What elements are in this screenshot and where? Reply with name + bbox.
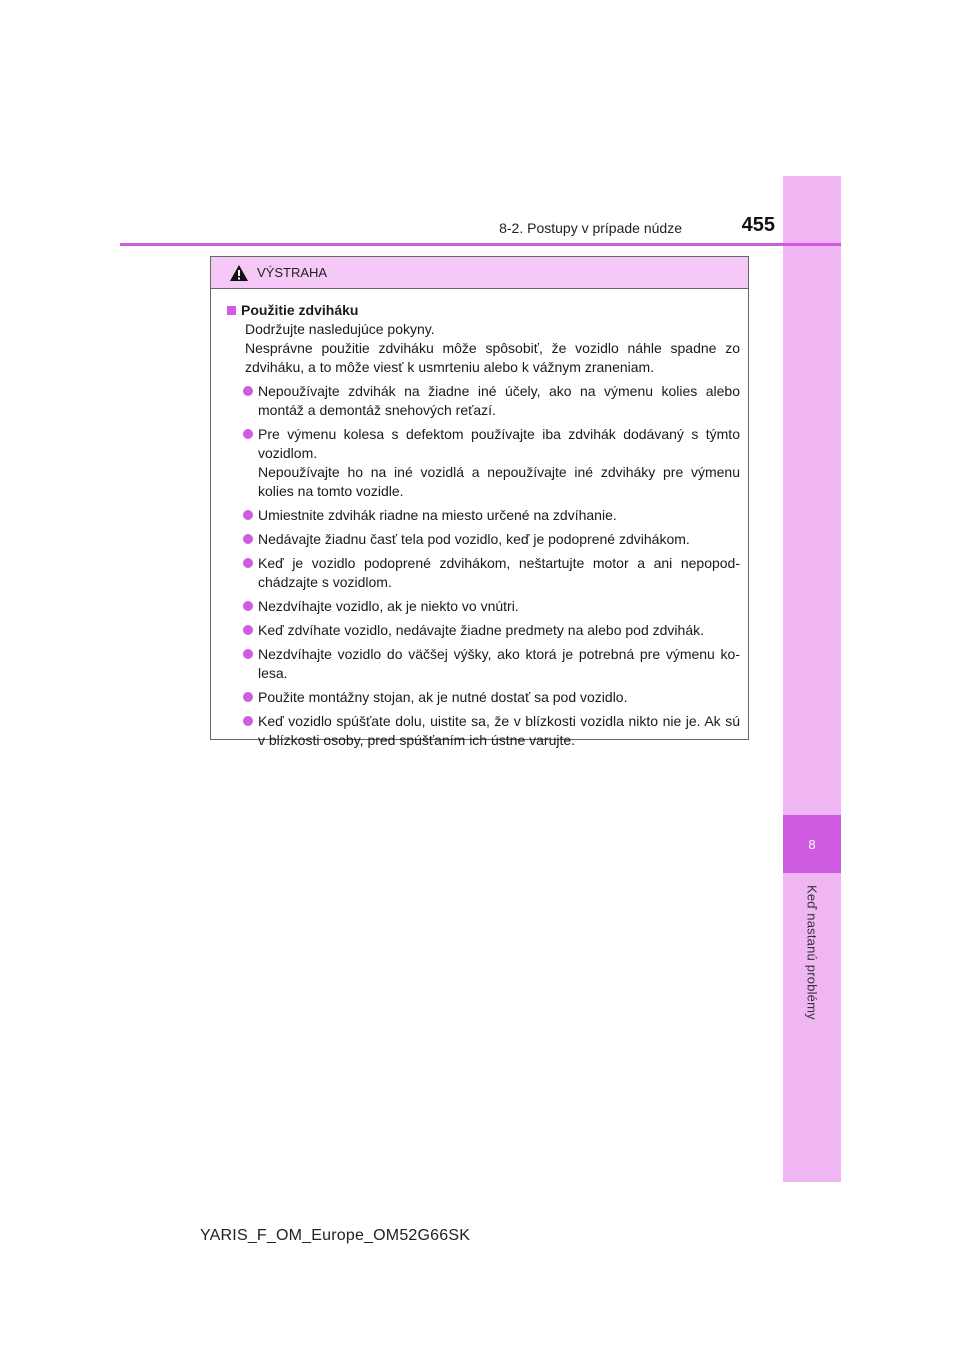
list-item-text: Nezdvíhajte vozidlo do väčšej výšky, ako ktorá je potrebná pre výmenu ko-lesa. bbox=[258, 646, 740, 681]
intro-line: Nesprávne použitie zdviháku môže spôsobiť, že vozidlo náhle spadne zo zdviháku, a to môže viesť k usmrteniu alebo k vážnym zraneniam. bbox=[245, 340, 740, 375]
bullet-dot-icon bbox=[243, 534, 253, 544]
list-item bbox=[227, 382, 740, 420]
list-item-text: Nepoužívajte zdvihák na žiadne iné účely, ako na výmenu kolies alebo montáž a demontáž snehových reťazí. bbox=[258, 383, 740, 418]
list-item-text: Umiestnite zdvihák riadne na miesto určené na zdvíhanie. bbox=[258, 507, 617, 523]
section-title: 8-2. Postupy v prípade núdze bbox=[499, 220, 682, 236]
square-bullet-icon bbox=[227, 306, 236, 315]
bullet-dot-icon bbox=[243, 510, 253, 520]
list-item-text: Keď vozidlo spúšťate dolu, uistite sa, že v blízkosti vozidla nikto nie je. Ak sú v blízkosti osoby, pred spúšťaním ich ústne varujte. bbox=[258, 713, 740, 748]
chapter-number: 8 bbox=[808, 836, 816, 852]
header-divider bbox=[120, 243, 841, 246]
list-item bbox=[227, 425, 740, 501]
list-item bbox=[227, 712, 740, 750]
subsection-title: Použitie zdviháku bbox=[241, 302, 359, 318]
list-item-text: Pre výmenu kolesa s defektom používajte iba zdvihák dodávaný s týmto vozidlom. bbox=[258, 426, 740, 461]
list-item bbox=[227, 645, 740, 683]
warning-box bbox=[210, 256, 749, 748]
bullet-dot-icon bbox=[243, 716, 253, 726]
bullet-dot-icon bbox=[243, 429, 253, 439]
intro-line: Dodržujte nasledujúce pokyny. bbox=[245, 321, 435, 337]
bullet-dot-icon bbox=[243, 386, 253, 396]
list-item-text: Použite montážny stojan, ak je nutné dostať sa pod vozidlo. bbox=[258, 689, 628, 705]
page-number: 455 bbox=[741, 214, 775, 236]
warning-header bbox=[211, 257, 748, 289]
list-item bbox=[227, 597, 740, 616]
warning-label: VÝSTRAHA bbox=[257, 265, 328, 280]
list-item-text: Keď je vozidlo podoprené zdvihákom, neštartujte motor a ani nepopod-chádzajte s vozidlom. bbox=[258, 555, 740, 590]
document-code: YARIS_F_OM_Europe_OM52G66SK bbox=[200, 1227, 471, 1244]
bullet-dot-icon bbox=[243, 649, 253, 659]
list-item bbox=[227, 688, 740, 707]
list-item-text: Keď zdvíhate vozidlo, nedávajte žiadne predmety na alebo pod zdvihák. bbox=[258, 622, 705, 638]
list-item-text: Nedávajte žiadnu časť tela pod vozidlo, keď je podoprené zdvihákom. bbox=[258, 531, 690, 547]
list-item bbox=[227, 554, 740, 592]
list-item-text: Nepoužívajte ho na iné vozidlá a nepoužívajte iné zdviháky pre výmenu kolies na tomto vozidle. bbox=[258, 464, 740, 499]
list-item bbox=[227, 621, 740, 640]
subsection-heading bbox=[227, 301, 740, 320]
warning-list bbox=[227, 382, 740, 750]
bullet-dot-icon bbox=[243, 625, 253, 635]
bullet-dot-icon bbox=[243, 692, 253, 702]
chapter-title: Keď nastanú problémy bbox=[804, 885, 820, 1020]
bullet-dot-icon bbox=[243, 601, 253, 611]
list-item-text: Nezdvíhajte vozidlo, ak je niekto vo vnútri. bbox=[258, 598, 519, 614]
bullet-dot-icon bbox=[243, 558, 253, 568]
warning-body bbox=[211, 289, 748, 750]
chapter-title-tab bbox=[783, 885, 841, 1035]
list-item bbox=[227, 506, 740, 525]
intro-paragraph bbox=[245, 320, 740, 377]
warning-triangle-icon bbox=[229, 264, 249, 282]
chapter-number-tab[interactable] bbox=[783, 815, 841, 873]
list-item bbox=[227, 530, 740, 549]
